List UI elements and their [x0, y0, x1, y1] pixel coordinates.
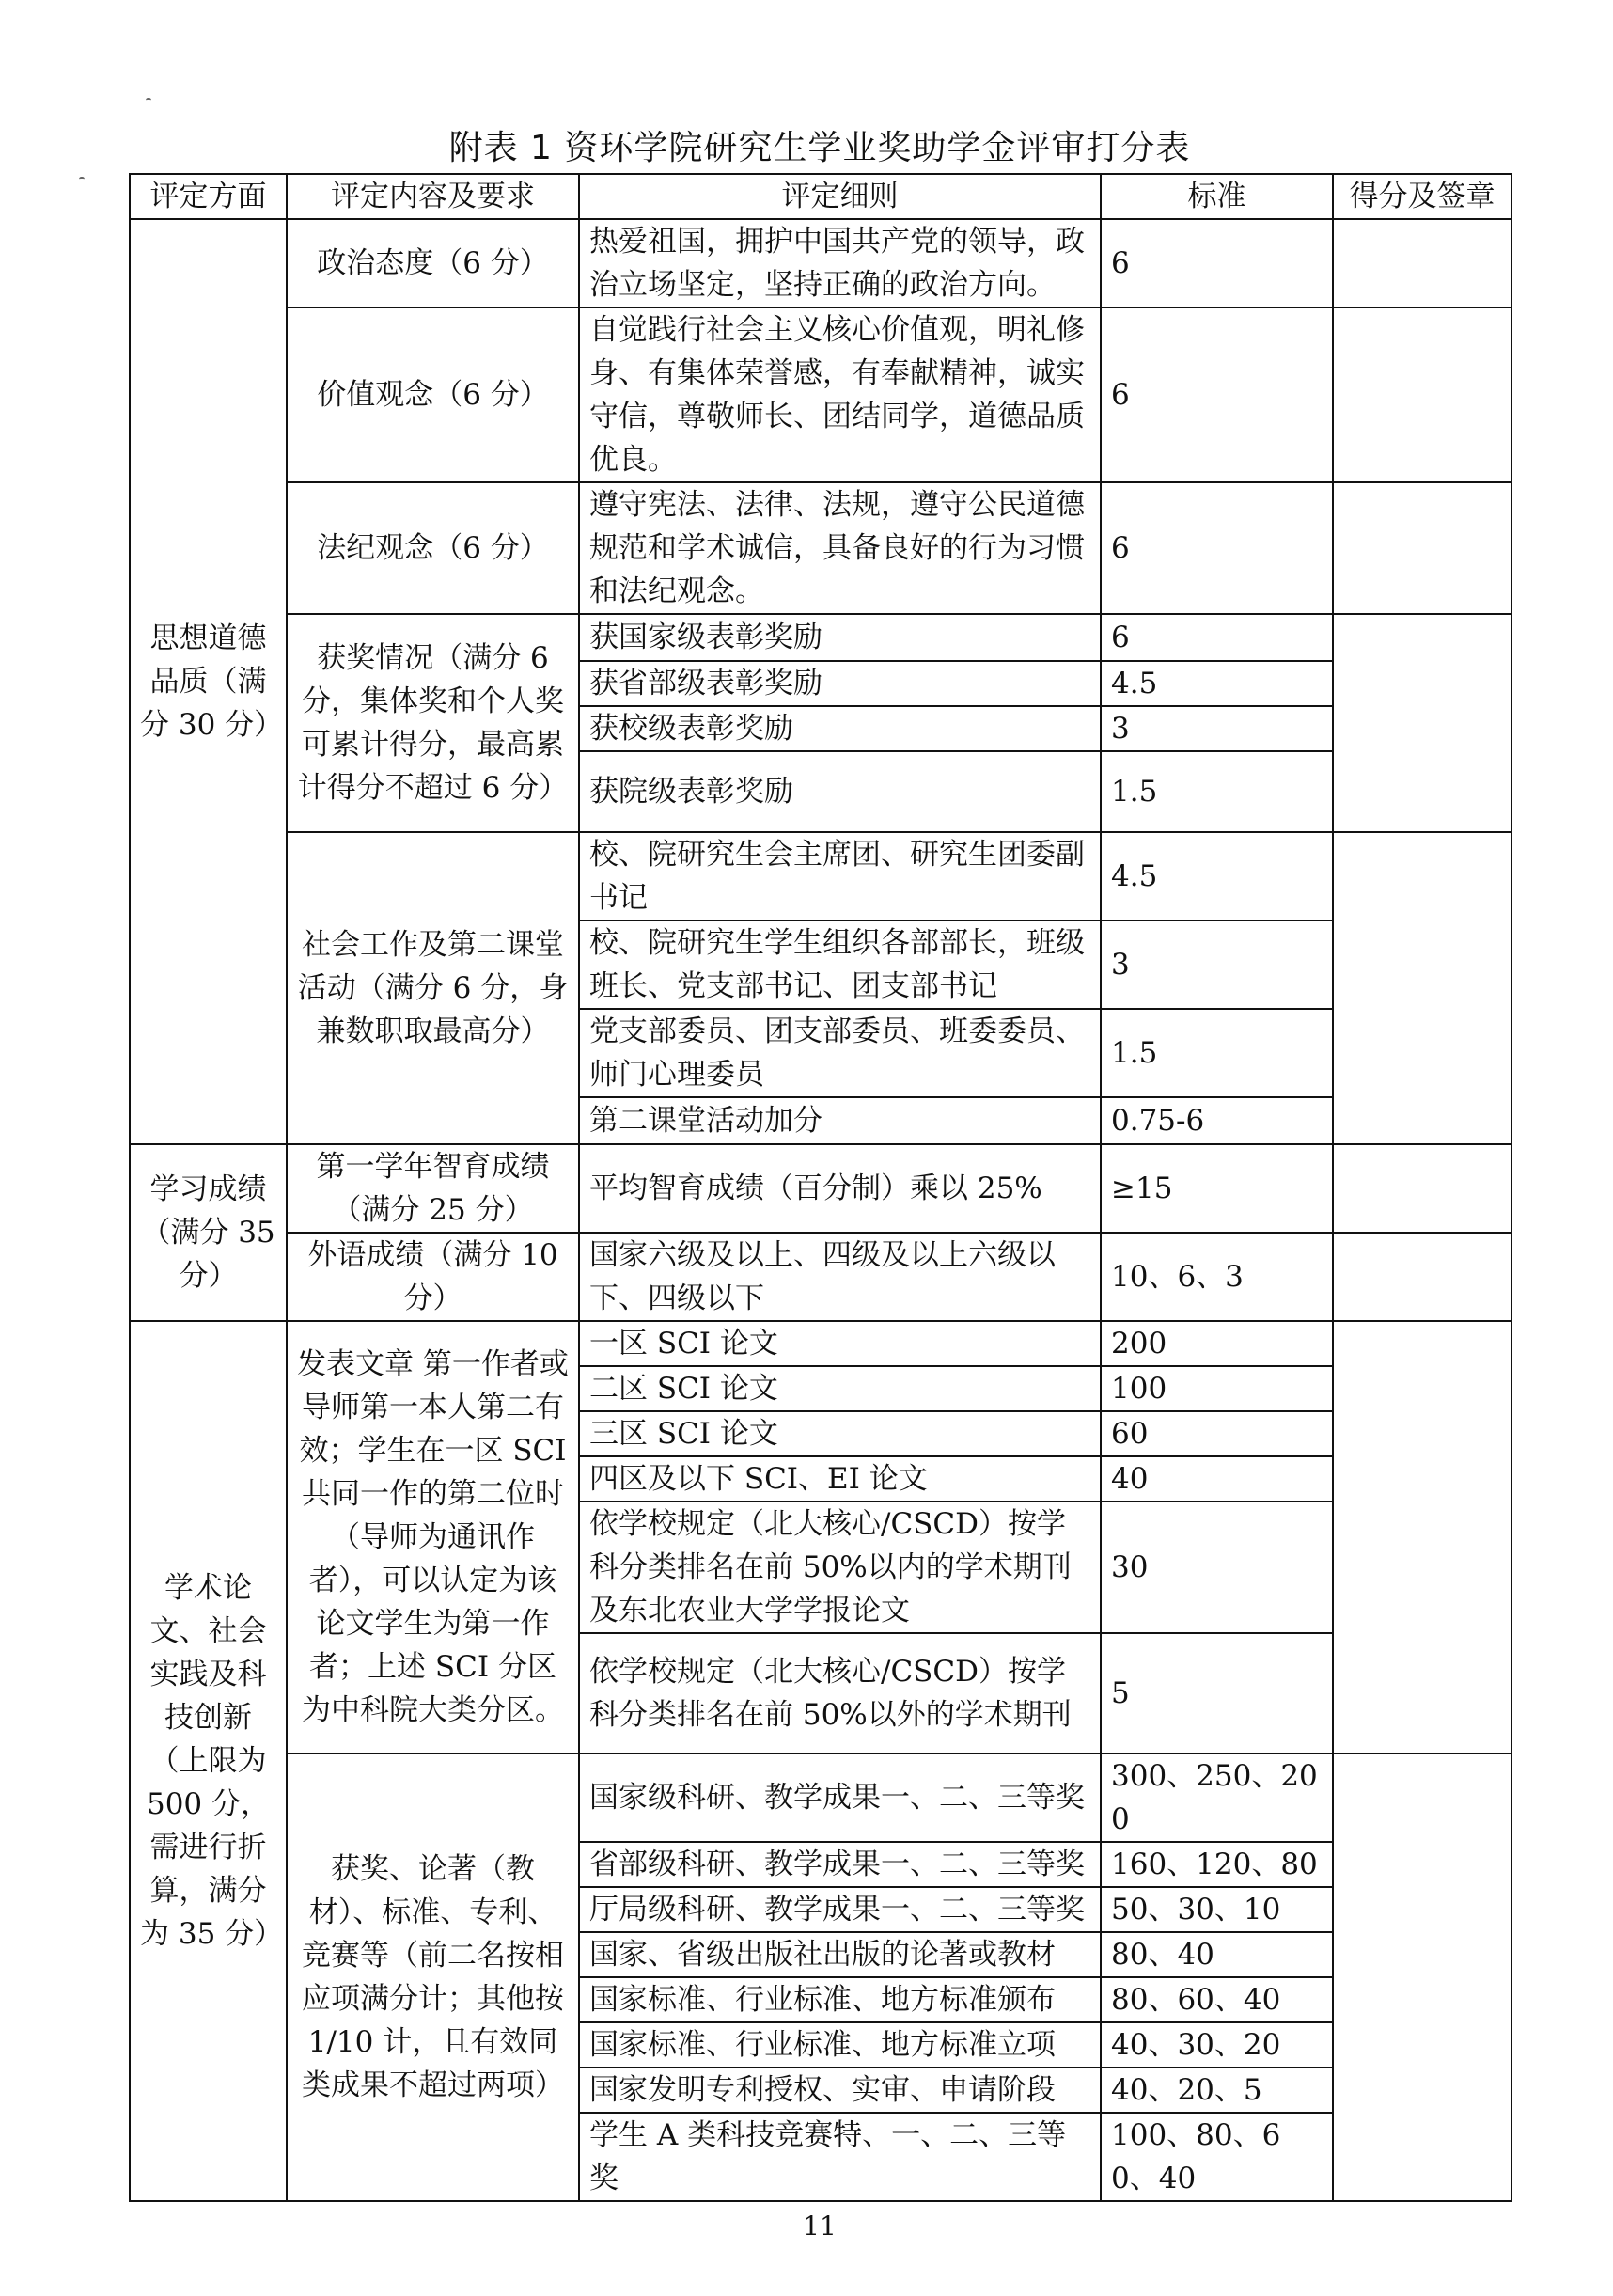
standard-cell: 100 [1101, 1366, 1333, 1411]
standard-cell: 80、40 [1101, 1932, 1333, 1977]
content-cell: 获奖、论著（教材）、标准、专利、竞赛等（前二名按相应项满分计；其他按 1/10 计，且有效同类成果不超过两项） [287, 1753, 579, 2201]
detail-cell: 依学校规定（北大核心/CSCD）按学科分类排名在前 50%以内的学术期刊及东北农业大学学报论文 [579, 1502, 1101, 1633]
header-score: 得分及签章 [1333, 174, 1511, 219]
standard-cell: 6 [1101, 614, 1333, 661]
detail-cell: 省部级科研、教学成果一、二、三等奖 [579, 1842, 1101, 1887]
score-cell[interactable] [1333, 832, 1511, 1144]
standard-cell: 60 [1101, 1411, 1333, 1456]
standard-cell: 300、250、200 [1101, 1753, 1333, 1842]
table-row [130, 219, 1511, 307]
detail-cell: 热爱祖国，拥护中国共产党的领导，政治立场坚定，坚持正确的政治方向。 [579, 219, 1101, 307]
detail-cell: 国家、省级出版社出版的论著或教材 [579, 1932, 1101, 1977]
standard-cell: 10、6、3 [1101, 1233, 1333, 1321]
content-cell: 发表文章 第一作者或导师第一本人第二有效；学生在一区 SCI 共同一作的第二位时（导师为通讯作者），可以认定为该论文学生为第一作者；上述 SCI 分区为中科院大类分区。 [287, 1321, 579, 1753]
standard-cell: 3 [1101, 706, 1333, 751]
score-cell[interactable] [1333, 307, 1511, 482]
detail-cell: 国家发明专利授权、实审、申请阶段 [579, 2068, 1101, 2113]
header-standard: 标准 [1101, 174, 1333, 219]
scoring-table [129, 173, 1512, 2202]
table-row [130, 482, 1511, 614]
standard-cell: 40、20、5 [1101, 2068, 1333, 2113]
score-cell[interactable] [1333, 1144, 1511, 1233]
table-row [130, 1144, 1511, 1233]
table-row [130, 1321, 1511, 1366]
table-row [130, 832, 1511, 920]
standard-cell: 80、60、40 [1101, 1977, 1333, 2022]
header-aspect: 评定方面 [130, 174, 287, 219]
table-row [130, 1233, 1511, 1321]
detail-cell: 厅局级科研、教学成果一、二、三等奖 [579, 1887, 1101, 1932]
page-title: 附表 1 资环学院研究生学业奖助学金评审打分表 [448, 129, 1191, 167]
standard-cell: 40 [1101, 1456, 1333, 1502]
score-cell[interactable] [1333, 1753, 1511, 2201]
table-row [130, 614, 1511, 661]
aspect-cell: 思想道德品质（满分 30 分） [130, 219, 287, 1144]
header-content: 评定内容及要求 [287, 174, 579, 219]
aspect-cell: 学习成绩（满分 35 分） [130, 1144, 287, 1321]
detail-cell: 学生 A 类科技竞赛特、一、二、三等奖 [579, 2113, 1101, 2201]
standard-cell: 1.5 [1101, 1009, 1333, 1097]
content-cell: 外语成绩（满分 10 分） [287, 1233, 579, 1321]
content-cell: 法纪观念（6 分） [287, 482, 579, 614]
detail-cell: 一区 SCI 论文 [579, 1321, 1101, 1366]
detail-cell: 国家标准、行业标准、地方标准颁布 [579, 1977, 1101, 2022]
table-row [130, 307, 1511, 482]
detail-cell: 获院级表彰奖励 [579, 751, 1101, 832]
detail-cell: 获省部级表彰奖励 [579, 661, 1101, 706]
content-cell: 第一学年智育成绩（满分 25 分） [287, 1144, 579, 1233]
standard-cell: 0.75-6 [1101, 1097, 1333, 1144]
detail-cell: 获国家级表彰奖励 [579, 614, 1101, 661]
standard-cell: 6 [1101, 307, 1333, 482]
detail-cell: 党支部委员、团支部委员、班委委员、师门心理委员 [579, 1009, 1101, 1097]
score-cell[interactable] [1333, 614, 1511, 832]
detail-cell: 获校级表彰奖励 [579, 706, 1101, 751]
detail-cell: 二区 SCI 论文 [579, 1366, 1101, 1411]
detail-cell: 国家标准、行业标准、地方标准立项 [579, 2022, 1101, 2068]
header-detail: 评定细则 [579, 174, 1101, 219]
score-cell[interactable] [1333, 1321, 1511, 1753]
table-row [130, 1753, 1511, 1842]
standard-cell: ≥15 [1101, 1144, 1333, 1233]
standard-cell: 6 [1101, 219, 1333, 307]
detail-cell: 国家六级及以上、四级及以上六级以下、四级以下 [579, 1233, 1101, 1321]
detail-cell: 国家级科研、教学成果一、二、三等奖 [579, 1753, 1101, 1842]
standard-cell: 30 [1101, 1502, 1333, 1633]
header-row [130, 174, 1511, 219]
detail-cell: 四区及以下 SCI、EI 论文 [579, 1456, 1101, 1502]
standard-cell: 100、80、60、40 [1101, 2113, 1333, 2201]
standard-cell: 1.5 [1101, 751, 1333, 832]
standard-cell: 5 [1101, 1633, 1333, 1753]
standard-cell: 4.5 [1101, 832, 1333, 920]
content-cell: 社会工作及第二课堂活动（满分 6 分，身兼数职取最高分） [287, 832, 579, 1144]
score-cell[interactable] [1333, 1233, 1511, 1321]
standard-cell: 3 [1101, 920, 1333, 1009]
detail-cell: 三区 SCI 论文 [579, 1411, 1101, 1456]
page-number: 11 [803, 2210, 837, 2241]
standard-cell: 50、30、10 [1101, 1887, 1333, 1932]
score-cell[interactable] [1333, 219, 1511, 307]
detail-cell: 校、院研究生学生组织各部部长，班级班长、党支部书记、团支部书记 [579, 920, 1101, 1009]
score-cell[interactable] [1333, 482, 1511, 614]
standard-cell: 40、30、20 [1101, 2022, 1333, 2068]
content-cell: 价值观念（6 分） [287, 307, 579, 482]
detail-cell: 平均智育成绩（百分制）乘以 25% [579, 1144, 1101, 1233]
detail-cell: 自觉践行社会主义核心价值观，明礼修身、有集体荣誉感，有奉献精神，诚实守信，尊敬师长、团结同学，道德品质优良。 [579, 307, 1101, 482]
standard-cell: 6 [1101, 482, 1333, 614]
standard-cell: 4.5 [1101, 661, 1333, 706]
detail-cell: 校、院研究生会主席团、研究生团委副书记 [579, 832, 1101, 920]
standard-cell: 200 [1101, 1321, 1333, 1366]
standard-cell: 160、120、80 [1101, 1842, 1333, 1887]
aspect-cell: 学术论文、社会实践及科技创新（上限为 500 分，需进行折算，满分为 35 分） [130, 1321, 287, 2201]
detail-cell: 第二课堂活动加分 [579, 1097, 1101, 1144]
detail-cell: 遵守宪法、法律、法规，遵守公民道德规范和学术诚信，具备良好的行为习惯和法纪观念。 [579, 482, 1101, 614]
content-cell: 政治态度（6 分） [287, 219, 579, 307]
detail-cell: 依学校规定（北大核心/CSCD）按学科分类排名在前 50%以外的学术期刊 [579, 1633, 1101, 1753]
content-cell: 获奖情况（满分 6 分，集体奖和个人奖可累计得分，最高累计得分不超过 6 分） [287, 614, 579, 832]
